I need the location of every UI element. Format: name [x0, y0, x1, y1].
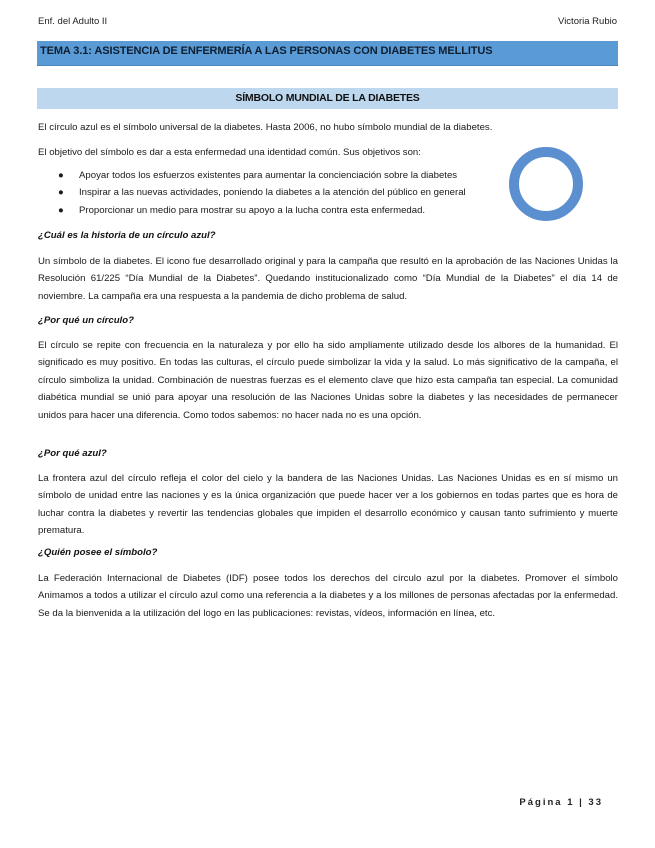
- intro-paragraph-1: El círculo azul es el símbolo universal de la diabetes. Hasta 2006, no hubo símbolo mundial de la diabetes.: [38, 122, 493, 133]
- section-title-bar: [37, 88, 618, 109]
- question-heading-blue: ¿Por qué azul?: [38, 448, 107, 459]
- objectives-list: [58, 167, 466, 219]
- question-heading-history: ¿Cuál es la historia de un círculo azul?: [38, 230, 216, 241]
- intro-paragraph-2: El objetivo del símbolo es dar a esta enfermedad una identidad común. Sus objetivos son:: [38, 147, 421, 158]
- page-number: Página 1 | 33: [519, 797, 603, 808]
- paragraph-blue: La frontera azul del círculo refleja el color del cielo y la bandera de las Naciones Unidas. Las Naciones Unidas es en sí mismo un símbolo de unidad entre las naciones y es la única organización que puede hacer ver a los gobiernos en todas partes que es hora de luchar contra la diabetes y revertir las tendencias globales que impiden el desarrollo económico y causan tanto sufrimiento y muerte prematura.: [38, 473, 618, 537]
- paragraph-history: Un símbolo de la diabetes. El icono fue desarrollado original y para la campaña que resultó en la aprobación de las Naciones Unidas la Resolución 61/225 “Día Mundial de la Diabetes”. Quedando institucionalizado como “Día Mundial de la Diabetes” el día 14 de noviembre. La campaña era una respuesta a la pandemia de dicho problema de salud.: [38, 256, 618, 302]
- question-heading-circle: ¿Por qué un círculo?: [38, 315, 134, 326]
- blue-circle-icon: [508, 146, 584, 222]
- topic-title: TEMA 3.1: ASISTENCIA DE ENFERMERÍA A LAS PERSONAS CON DIABETES MELLITUS: [40, 45, 493, 57]
- topic-title-bar: [37, 41, 618, 66]
- list-item: ● Proporcionar un medio para mostrar su apoyo a la lucha contra esta enfermedad.: [58, 202, 466, 219]
- paragraph-owner: La Federación Internacional de Diabetes (IDF) posee todos los derechos del círculo azul por la diabetes. Promover el símbolo Animamos a todos a utilizar el círculo azul como una referencia a la diabetes y a los millones de personas afectadas por la enfermedad. Se da la bienvenida a la utilización del logo en las publicaciones: revistas, vídeos, información en línea, etc.: [38, 573, 618, 619]
- paragraph-circle: El círculo se repite con frecuencia en la naturaleza y por ello ha sido ampliamente utilizado desde los albores de la humanidad. El significado es muy positivo. En todas las culturas, el círculo puede simbolizar la vida y la salud. Lo más significativo de la campaña, el círculo simboliza la unidad. Combinación de nuestras fuerzas es el elemento clave que hizo esta campaña tan especial. La comunidad diabética mundial se unió para apoyar una resolución de las Naciones Unidas sobre la diabetes y las necesidades de permanecer unidos para hacer una diferencia. Como todos sabemos: no hacer nada no es una opción.: [38, 340, 618, 421]
- bullet-icon: ●: [58, 204, 64, 216]
- list-item: ● Inspirar a las nuevas actividades, poniendo la diabetes a la atención del público en general: [58, 184, 466, 201]
- bullet-icon: ●: [58, 170, 64, 181]
- question-heading-owner: ¿Quién posee el símbolo?: [38, 547, 158, 558]
- header-course: Enf. del Adulto II: [38, 16, 108, 27]
- header-author: Victoria Rubio: [558, 16, 617, 27]
- bullet-icon: ●: [58, 187, 64, 199]
- list-item: ● Apoyar todos los esfuerzos existentes para aumentar la concienciación sobre la diabetes: [58, 167, 466, 184]
- section-title: SÍMBOLO MUNDIAL DE LA DIABETES: [235, 92, 420, 104]
